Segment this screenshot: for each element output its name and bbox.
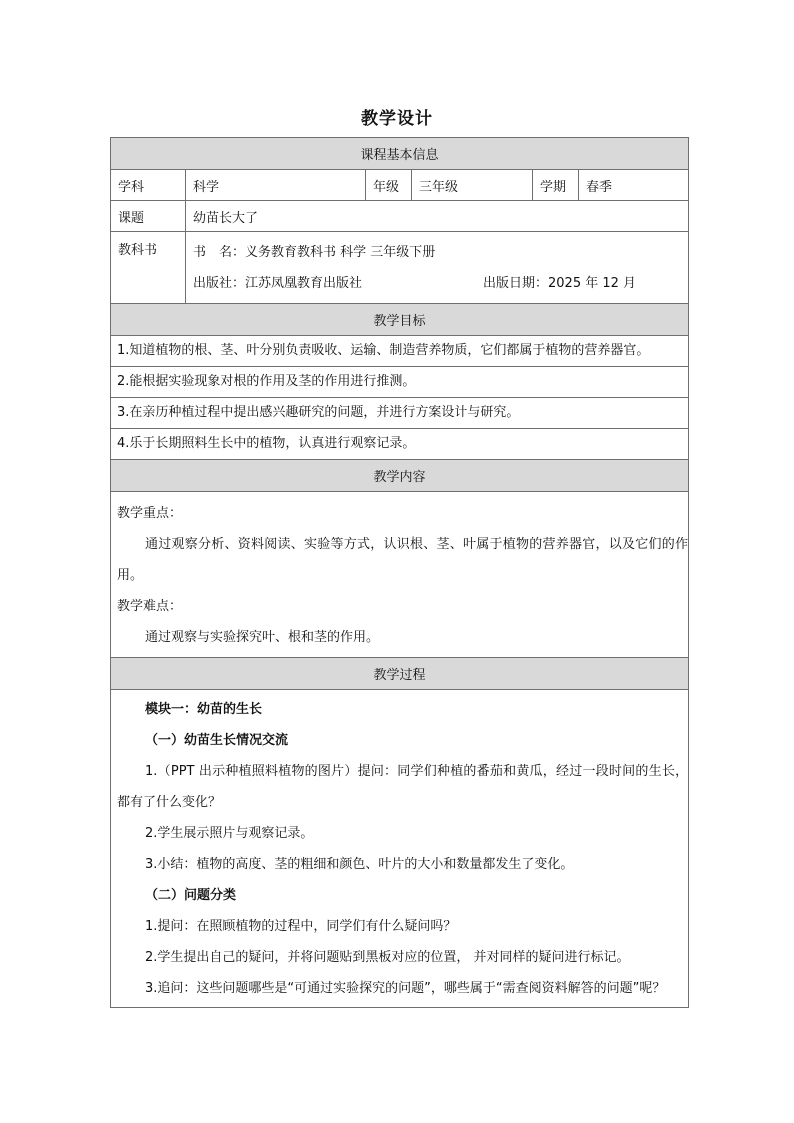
lesson-row [111,201,689,232]
lesson-plan-table [110,137,689,1008]
subject-row [111,170,689,201]
content-body [111,492,689,658]
term-label: 学期 [533,170,579,201]
term-value: 春季 [579,170,689,201]
difficulty-label: 教学难点： [117,599,183,614]
subsection-heading-2: （二）问题分类 [145,888,237,903]
grade-label: 年级 [366,170,412,201]
content-row [111,492,689,658]
process-body [111,690,689,1008]
key-point-text: 通过观察分析、资料阅读、实验等方式，认识根、茎、叶属于植物的营养器官，以及它们的作用。 [117,537,689,583]
goal-item-2: 2.能根据实验现象对根的作用及茎的作用进行推测。 [111,367,689,398]
process-step: 1.（PPT 出示种植照料植物的图片）提问：同学们种植的番茄和黄瓜，经过一段时间的生长，都有了什么变化？ [117,764,689,810]
difficulty-text: 通过观察与实验探究叶、根和茎的作用。 [145,630,380,645]
textbook-label: 教科书 [111,232,186,304]
goal-row [111,429,689,460]
publish-date-text: 出版日期：2025 年 12 月 [483,275,637,291]
goal-row [111,367,689,398]
section-process: 教学过程 [111,658,689,690]
lesson-label: 课题 [111,201,186,232]
process-step: 2.学生展示照片与观察记录。 [145,826,314,841]
goal-row [111,398,689,429]
process-row [111,690,689,1008]
textbook-details [186,232,689,304]
section-header-row [111,460,689,492]
goal-item-1: 1.知道植物的根、茎、叶分别负责吸收、运输、制造营养物质，它们都属于植物的营养器官。 [111,336,689,367]
process-step: 1.提问：在照顾植物的过程中，同学们有什么疑问吗？ [145,919,457,934]
section-header-row [111,304,689,336]
document-title: 教学设计 [361,109,433,129]
book-name-line: 书 名：义务教育教科书 科学 三年级下册 [193,244,436,260]
subject-value: 科学 [186,170,366,201]
key-point-label: 教学重点： [117,506,183,521]
process-step: 3.追问：这些问题哪些是“可通过实验探究的问题”，哪些属于“需查阅资料解答的问题”呢？ [145,981,666,996]
section-header-row [111,658,689,690]
goal-item-3: 3.在亲历种植过程中提出感兴趣研究的问题，并进行方案设计与研究。 [111,398,689,429]
section-header-row [111,138,689,170]
textbook-row [111,232,689,304]
publisher-line [193,268,688,299]
goal-item-4: 4.乐于长期照料生长中的植物，认真进行观察记录。 [111,429,689,460]
goal-row [111,336,689,367]
grade-value: 三年级 [412,170,533,201]
section-content: 教学内容 [111,460,689,492]
lesson-value: 幼苗长大了 [186,201,689,232]
process-step: 2.学生提出自己的疑问，并将问题贴到黑板对应的位置， 并对同样的疑问进行标记。 [145,950,630,965]
publisher-text: 出版社：江苏凤凰教育出版社 [193,275,363,291]
section-basic-info: 课程基本信息 [111,138,689,170]
subject-label: 学科 [111,170,186,201]
module-heading: 模块一：幼苗的生长 [145,702,263,717]
subsection-heading-1: （一）幼苗生长情况交流 [145,733,289,748]
process-step: 3.小结：植物的高度、茎的粗细和颜色、叶片的大小和数量都发生了变化。 [145,857,574,872]
section-goals: 教学目标 [111,304,689,336]
